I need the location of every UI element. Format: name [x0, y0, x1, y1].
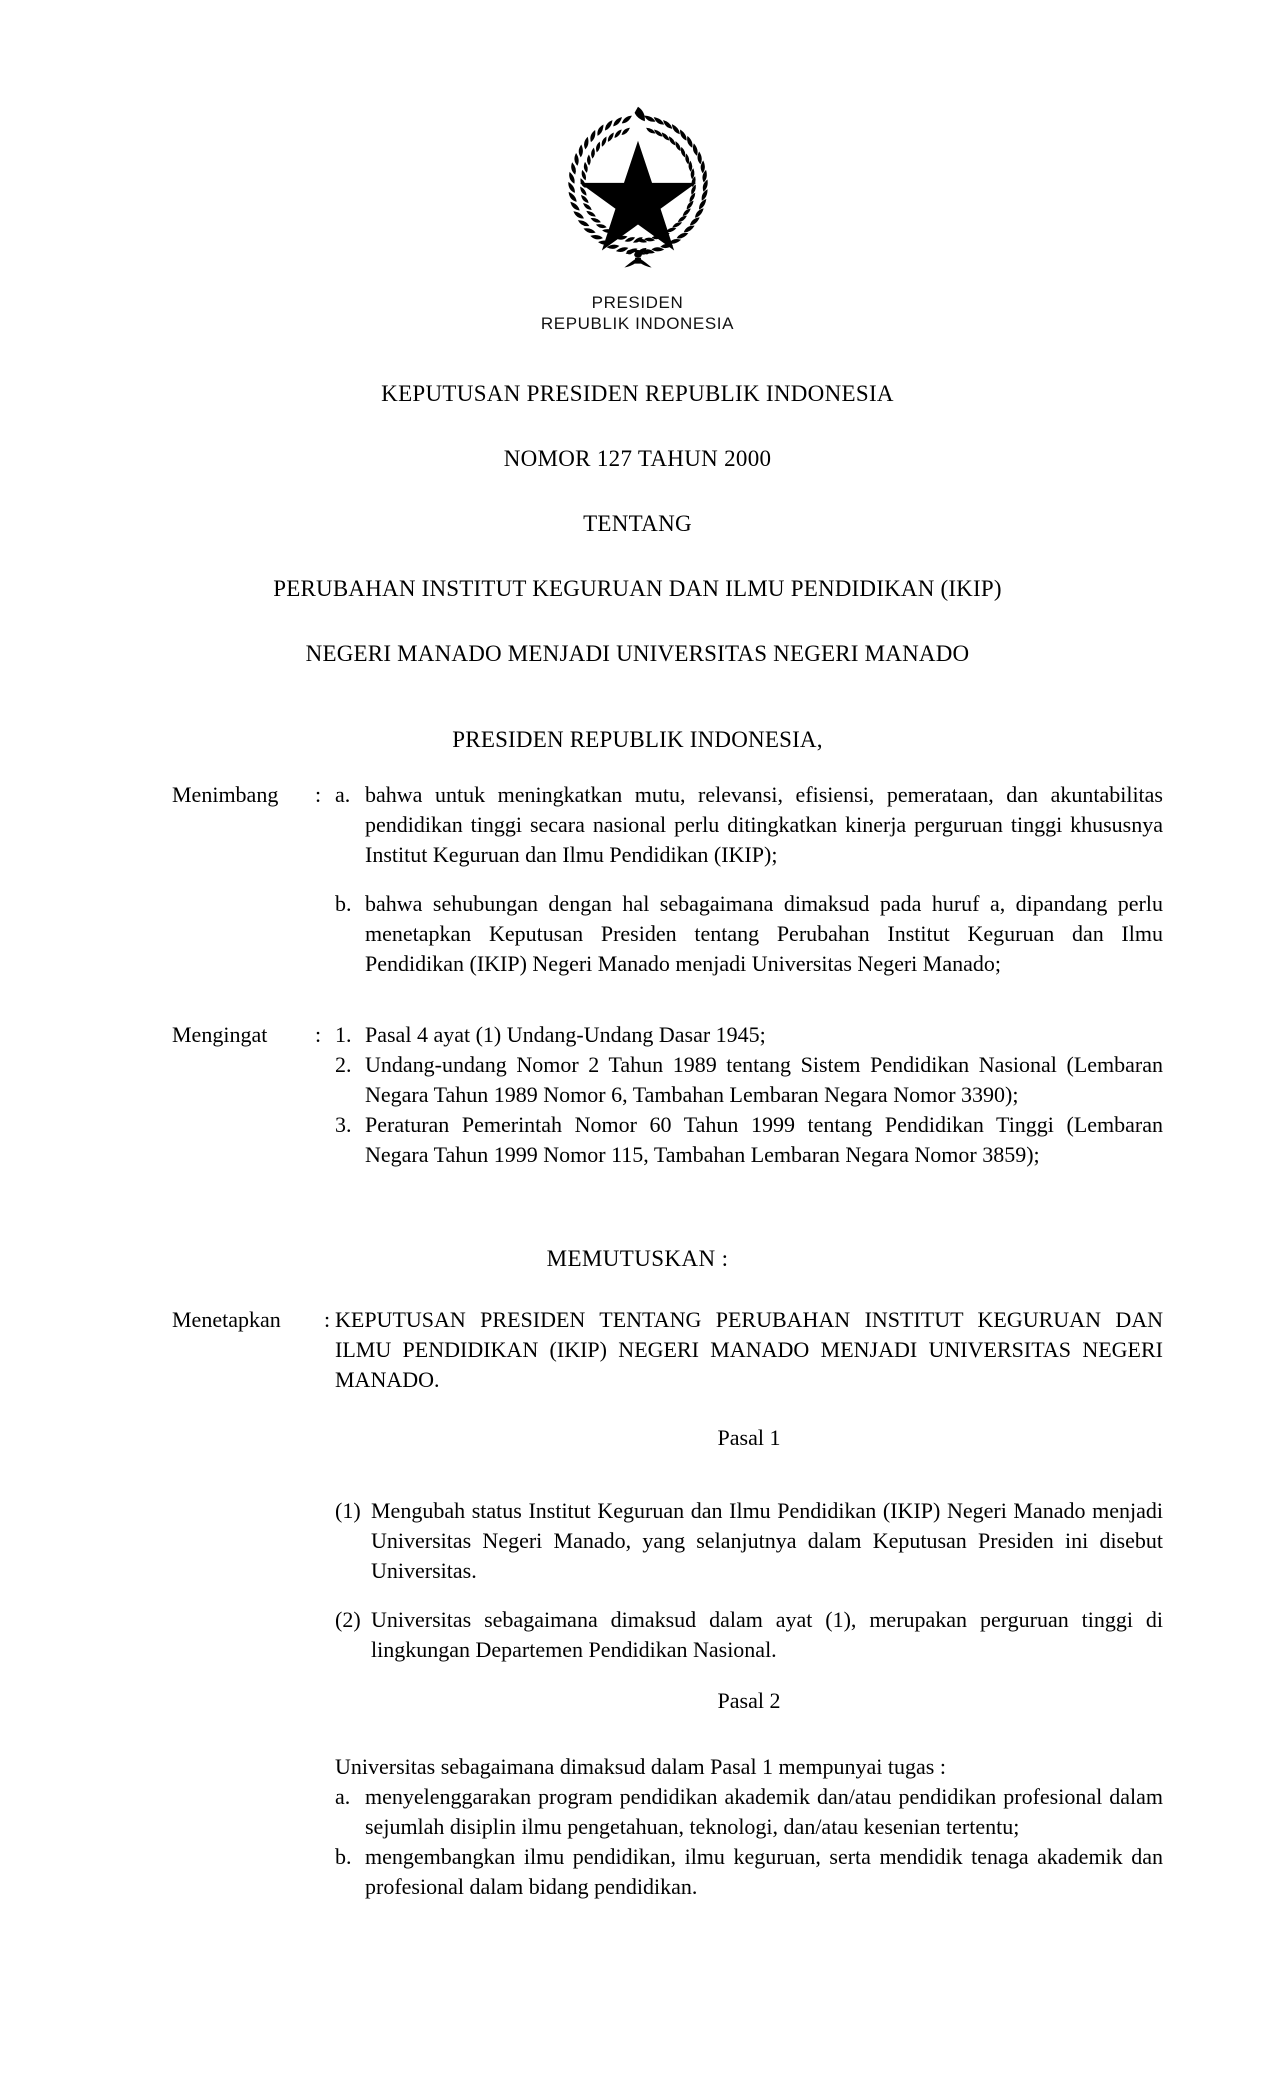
mengingat-label-text: Mengingat	[172, 1022, 268, 1047]
title-line-5-subject-b: NEGERI MANADO MENJADI UNIVERSITAS NEGERI MANADO	[305, 641, 970, 666]
ayat-marker: (1)	[335, 1498, 361, 1523]
item-text: mengembangkan ilmu pendidikan, ilmu keguruan, serta mendidik tenaga akademik dan profesional dalam bidang pendidikan.	[365, 1844, 1163, 1899]
item-text: Undang-undang Nomor 2 Tahun 1989 tentang Sistem Pendidikan Nasional (Lembaran Negara Tahun 1989 Nomor 6, Tambahan Lembaran Negara Nomor 3390);	[365, 1052, 1163, 1107]
item-marker: a.	[335, 782, 351, 807]
emblem-caption-line-1: PRESIDEN	[591, 293, 684, 312]
ayat-marker: (2)	[335, 1607, 361, 1632]
menetapkan-body	[335, 1305, 1163, 1395]
ayat-text: Universitas sebagaimana dimaksud dalam ayat (1), merupakan perguruan tinggi di lingkungan Departemen Pendidikan Nasional.	[371, 1607, 1163, 1662]
item-text: bahwa sehubungan dengan hal sebagaimana dimaksud pada huruf a, dipandang perlu menetapkan Keputusan Presiden tentang Perubahan Institut Keguruan dan Ilmu Pendidikan (IKIP) Negeri Manado menjadi Universitas Negeri Manado;	[365, 891, 1163, 976]
menimbang-label	[172, 780, 327, 810]
menetapkan-text: KEPUTUSAN PRESIDEN TENTANG PERUBAHAN INSTITUT KEGURUAN DAN ILMU PENDIDIKAN (IKIP) NEGERI MANADO MENJADI UNIVERSITAS NEGERI MANADO.	[335, 1307, 1163, 1392]
menimbang-item	[335, 780, 1163, 870]
pasal-2-intro: Universitas sebagaimana dimaksud dalam Pasal 1 mempunyai tugas :	[335, 1754, 946, 1779]
title-line-4-subject-a: PERUBAHAN INSTITUT KEGURUAN DAN ILMU PENDIDIKAN (IKIP)	[273, 576, 1002, 601]
title-line-2-number: NOMOR 127 TAHUN 2000	[503, 446, 772, 471]
emblem-caption-line-2: REPUBLIK INDONESIA	[540, 314, 735, 333]
item-marker: a.	[335, 1784, 351, 1809]
pasal-1-body	[335, 1496, 1163, 1665]
pasal-2-body	[335, 1752, 1163, 1902]
menimbang-item	[335, 889, 1163, 979]
presidential-emblem-container	[0, 100, 1275, 275]
title-line-3-tentang: TENTANG	[583, 511, 692, 536]
pasal-2-item	[335, 1782, 1163, 1842]
pasal-1-ayat	[335, 1605, 1163, 1665]
document-title-block	[60, 382, 1215, 666]
pasal-1-ayat	[335, 1496, 1163, 1586]
pasal-2-item	[335, 1842, 1163, 1902]
mengingat-item	[335, 1050, 1163, 1110]
ayat-text: Mengubah status Institut Keguruan dan Ilmu Pendidikan (IKIP) Negeri Manado menjadi Universitas Negeri Manado, yang selanjutnya dalam Keputusan Presiden ini disebut Universitas.	[371, 1498, 1163, 1583]
mengingat-colon: :	[315, 1022, 322, 1047]
menetapkan-text-block	[335, 1305, 1163, 1395]
menimbang-colon: :	[315, 782, 322, 807]
item-text: menyelenggarakan program pendidikan akademik dan/atau pendidikan profesional dalam sejumlah disiplin ilmu pengetahuan, teknologi, dan/atau kesenian tertentu;	[365, 1784, 1163, 1839]
item-text: bahwa untuk meningkatkan mutu, relevansi, efisiensi, pemerataan, dan akuntabilitas pendidikan tinggi secara nasional perlu ditingkatkan kinerja perguruan tinggi khususnya Institut Keguruan dan Ilmu Pendidikan (IKIP);	[365, 782, 1163, 867]
menimbang-items	[335, 780, 1163, 979]
menetapkan-label-text: Menetapkan	[172, 1307, 281, 1332]
item-marker: b.	[335, 1844, 352, 1869]
menetapkan-colon: :	[324, 1307, 331, 1332]
memutuskan-heading: MEMUTUSKAN :	[546, 1246, 729, 1271]
opening-line-president: PRESIDEN REPUBLIK INDONESIA,	[452, 727, 823, 752]
pasal-1-heading: Pasal 1	[717, 1425, 781, 1450]
item-marker: 3.	[335, 1112, 352, 1137]
item-text: Peraturan Pemerintah Nomor 60 Tahun 1999 tentang Pendidikan Tinggi (Lembaran Negara Tahun 1999 Nomor 115, Tambahan Lembaran Negara Nomor 3859);	[365, 1112, 1163, 1167]
menetapkan-label	[172, 1305, 331, 1335]
mengingat-items	[335, 1020, 1163, 1170]
item-text: Pasal 4 ayat (1) Undang-Undang Dasar 1945;	[365, 1022, 766, 1047]
pasal-2-heading: Pasal 2	[717, 1688, 781, 1713]
mengingat-item	[335, 1020, 1163, 1050]
emblem-caption	[0, 292, 1275, 334]
mengingat-label	[172, 1020, 327, 1050]
item-marker: 1.	[335, 1022, 352, 1047]
menimbang-label-text: Menimbang	[172, 782, 279, 807]
presidential-seal-star-wreath-icon	[553, 100, 723, 270]
item-marker: b.	[335, 891, 352, 916]
mengingat-item	[335, 1110, 1163, 1170]
title-line-1: KEPUTUSAN PRESIDEN REPUBLIK INDONESIA	[381, 381, 894, 406]
item-marker: 2.	[335, 1052, 352, 1077]
